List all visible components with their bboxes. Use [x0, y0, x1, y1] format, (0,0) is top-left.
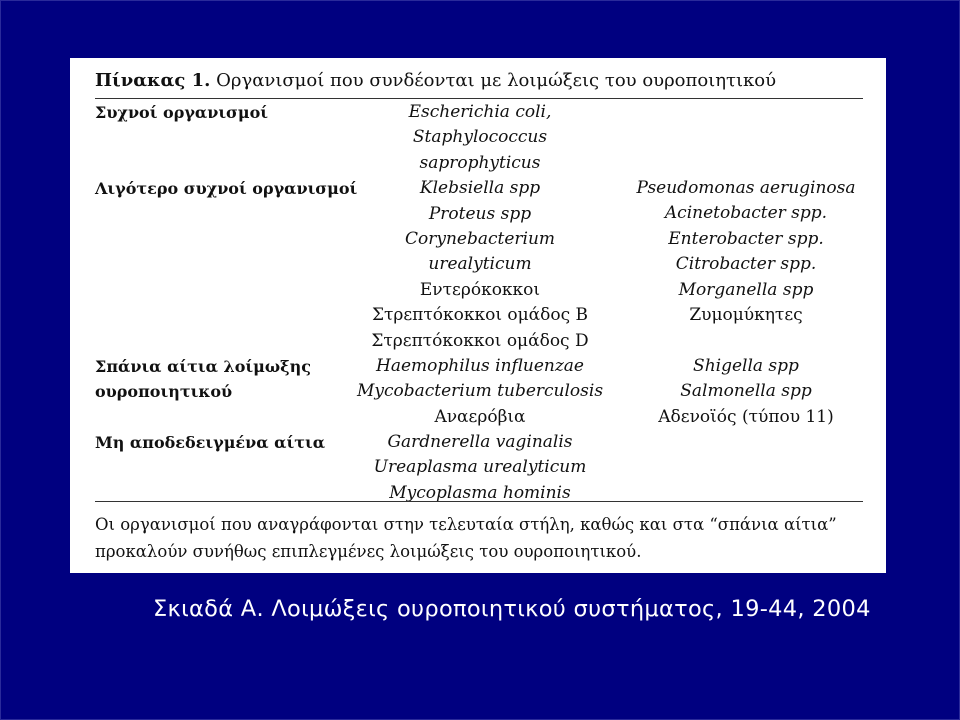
organism-entry: Pseudomonas aeruginosa	[636, 178, 856, 198]
citation-text: Σκιαδά Α. Λοιμώξεις ουροποιητικού συστήματος, 19-44, 2004	[153, 596, 871, 622]
category-rare-line1: Σπάνια αίτια λοίμωξης	[95, 357, 311, 376]
category-rare-line2: ουροποιητικού	[95, 382, 233, 401]
footnote-line: προκαλούν συνήθως επιπλεγμένες λοιμώξεις του ουροποιητικού.	[95, 542, 642, 561]
organism-entry: Escherichia coli,	[408, 102, 552, 122]
table-image	[70, 58, 886, 573]
organism-entry: Αναερόβια	[434, 406, 526, 427]
organism-entry: Αδενοϊός (τύπου 11)	[658, 406, 834, 427]
organism-entry: Salmonella spp	[680, 381, 812, 402]
organism-entry: Corynebacterium	[404, 228, 556, 249]
organism-entry: Citrobacter spp.	[675, 254, 817, 275]
table-title-text: Οργανισμοί που συνδέονται με λοιμώξεις του ουροποιητικού	[210, 70, 777, 91]
organism-entry: saprophyticus	[419, 152, 541, 173]
table-footnote	[95, 511, 865, 565]
table-top-rule	[95, 98, 863, 99]
category-unproven: Μη αποδεδειγμένα αίτια	[95, 433, 326, 452]
column-spacer	[630, 328, 862, 353]
organism-entry: Mycoplasma hominis	[389, 482, 571, 503]
organism-entry: Staphylococcus	[412, 127, 548, 148]
organism-entry: Klebsiella spp	[419, 178, 541, 199]
organism-entry: Ureaplasma urealyticum	[373, 457, 587, 478]
table-title	[95, 70, 776, 91]
organism-entry: Στρεπτόκοκκοι ομάδος D	[371, 330, 589, 351]
organism-entry: Enterobacter spp.	[668, 228, 824, 249]
middle-column	[345, 100, 615, 506]
category-common: Συχνοί οργανισμοί	[95, 103, 268, 122]
right-column	[630, 176, 862, 430]
category-less-common: Λιγότερο συχνοί οργανισμοί	[95, 179, 358, 198]
footnote-line: Οι οργανισμοί που αναγράφονται στην τελευταία στήλη, καθώς και στα “σπάνια αίτια”	[95, 515, 837, 534]
organism-entry: Εντερόκοκκοι	[419, 279, 541, 300]
table-bottom-rule	[95, 501, 863, 502]
organism-entry: Mycobacterium tuberculosis	[356, 381, 604, 402]
organism-entry: Στρεπτόκοκκοι ομάδος Β	[371, 305, 589, 326]
organism-entry: Acinetobacter spp.	[664, 203, 828, 224]
organism-entry: urealyticum	[428, 254, 532, 275]
organism-entry: Proteus spp	[428, 203, 532, 224]
organism-entry: Shigella spp	[693, 355, 799, 376]
organism-entry: Gardnerella vaginalis	[387, 432, 573, 453]
organism-entry: Ζυμομύκητες	[689, 304, 803, 325]
organism-entry: Haemophilus influenzae	[376, 355, 584, 376]
organism-entry: Morganella spp	[678, 279, 814, 300]
table-title-number: Πίνακας 1.	[95, 70, 211, 91]
